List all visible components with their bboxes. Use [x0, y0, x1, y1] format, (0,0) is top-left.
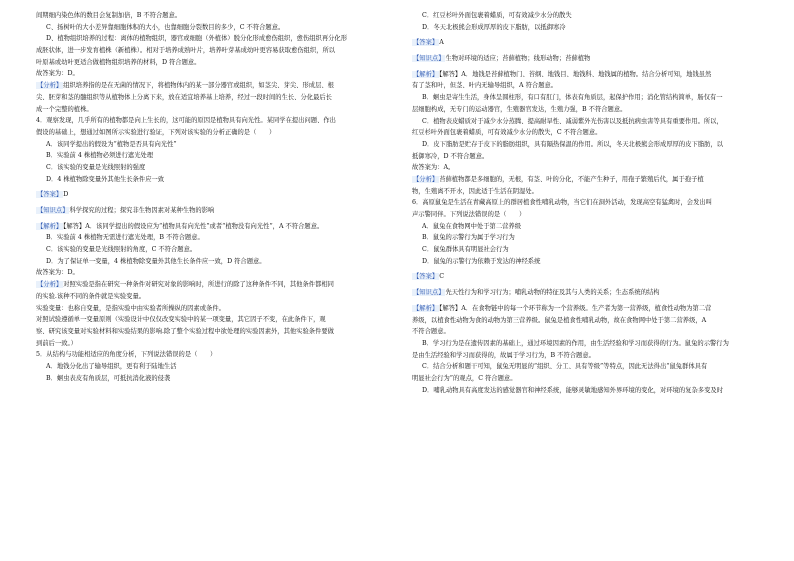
right-column-line: 不符合题意。 — [412, 328, 450, 336]
right-column-line: D．鼠兔的示警行为依赖于发达的神经系统 — [422, 257, 541, 265]
left-column-line: 成一个完整的植株。 — [36, 105, 93, 113]
left-column-line: 【答案】D — [37, 191, 69, 199]
section-tag: 【知识点】 — [413, 289, 445, 297]
right-column-line: 有了茎和叶，但茎、叶内无输导组织，A 符合题意。 — [412, 82, 558, 90]
section-tag: 【解析】 — [413, 304, 439, 312]
right-column-line: 红豆杉叶外面包裹着蜡质，可有效减少水分的散失，C 不符合题意。 — [412, 129, 602, 137]
right-column-line: 明显社会行为”的观点，C 符合题意。 — [412, 374, 517, 382]
left-column-line: D、植物组织培养的过程：离体的植物组织，器官或细胞（外植体）脱分化形成愈伤组织，愈伤组织再分化形 — [46, 35, 348, 43]
section-tag: 【分析】 — [413, 175, 439, 183]
section-tag: 【解析】 — [413, 70, 439, 78]
right-column-line: D．冬天北极熊会形成厚厚的皮下脂肪，以抵御寒冷 — [422, 23, 566, 31]
left-column-line: 对照试验遵循单一变量原则（实验设计中仅仅改变实验中的某一项变量，其它因子不变，在此条件下，观 — [36, 316, 326, 324]
right-column-line: 【答案】A — [413, 39, 444, 47]
left-column-line: 间期细内染色体的数目会复制加倍，B 不符合题意。 — [36, 12, 182, 19]
left-column-line: 假设的基础上，想通过如图所示实验进行验证，下列对该实验的分析正确的是（ ） — [36, 128, 276, 136]
left-column-line: 故答案为：D。 — [36, 70, 79, 78]
left-column-line: D．为了保证单一变量，4 株植物除变量外其他生长条件应一致，D 符合题意。 — [46, 257, 266, 265]
right-column-line: B．鼠兔的示警行为属于学习行为 — [422, 234, 515, 242]
left-column-line: D．4 株植物除变量外其他生长条件应一致 — [46, 175, 165, 183]
left-column-line: B．蛔虫表皮有角质层，可抵抗消化液的侵袭 — [46, 374, 171, 382]
right-column-line: 【知识点】先天性行为和学习行为；哺乳动物的特征及其与人类的关系；生态系统的结构 — [413, 289, 660, 297]
right-column-line: 是由生活经验和学习而获得的，故属于学习行为，B 不符合题意。 — [412, 351, 595, 359]
left-column-line: 尖、胚芽和茎的髓组织等从植物体上分离下来，放在适宜培养基上培养，经过一段时间的生长、分化最后长 — [36, 93, 332, 101]
right-column — [412, 10, 758, 396]
right-column-line: B．蛔虫是寄生生活，身体呈圆柱形，有口有肛门，体表有角质层，起保护作用；消化管结构简单，肠仅有一 — [422, 94, 723, 102]
left-column-line: A．地钱分化出了输导组织，更有利于陆地生活 — [46, 362, 177, 370]
right-column-line: C．红豆杉叶外面包裹着蜡质，可有效减少水分的散失 — [422, 12, 572, 19]
left-column-line: 叶原基或幼叶更适合做植物组织培养的材料，D 符合题意。 — [36, 58, 201, 66]
left-column-line: 成胚状体，进一步发育植株（新植株）。相对于培养成熟叶片，培养叶芽基成幼叶更容易获取愈伤组织，所以 — [36, 47, 336, 55]
right-column-line: 抵御寒冷，D 不符合题意。 — [412, 152, 489, 160]
left-column-line: C．该实验的变量是光线照射的强度 — [46, 163, 146, 171]
right-column-line: 【知识点】生物对环境的适应；苔藓植物；线形动物；苔藓植物 — [413, 55, 591, 63]
section-tag: 【知识点】 — [37, 207, 69, 214]
left-column-line: C．该实验的变量是光线照射的角度，C 不符合题意。 — [46, 246, 197, 254]
right-column-line: 【答案】C — [413, 273, 445, 281]
left-column-line: 4．观察发现，几乎所有的植物都是向上生长的，这可能的原因是植物具有向光性。某同学在提出问题、作出 — [36, 117, 336, 125]
left-column-line: 察、研究该变量对实验材料和实验结果的影响.除了整个实验过程中欲处理的实验因素外，其他实验条件要做 — [36, 327, 334, 335]
section-tag: 【答案】 — [37, 191, 63, 199]
section-tag: 【知识点】 — [413, 55, 445, 63]
left-column-line: 5．从结构与功能相适应的角度分析，下列说法错误的是（ ） — [36, 351, 217, 359]
left-column — [36, 10, 376, 384]
left-column-line: 【分析】对照实验是指在研究一种条件对研究对象的影响时，所进行的除了这种条件不同，其他条件都相同 — [37, 281, 334, 289]
right-column-line: 养级，以植食性动物为食的动物为第三营养级。鼠兔是植食性哺乳动物，故在食物网中处于第二营养级，A — [412, 316, 707, 324]
right-column-line: 【解析】【解答】A．地钱是苔藓植物门、苔纲、地钱目、地钱科、地钱属的植物。结合分析可知，地钱虽然 — [413, 70, 712, 78]
left-column-line: B．实验前 4 株植物无需进行遮光处理，B 不符合题意。 — [46, 234, 204, 242]
section-tag: 【答案】 — [413, 273, 439, 281]
section-tag: 【分析】 — [37, 281, 63, 289]
left-column-line: 的实验.该种不同的条件就是实验变量。 — [36, 292, 146, 300]
right-column-line: C．鼠兔群体具有明显社会行为 — [422, 246, 509, 254]
left-column-line: C、扬树叶的大小差异靠细胞体积的大小，也靠细胞分裂数目的多少，C 不符合题意。 — [46, 23, 285, 31]
right-column-line: C．结合分析和题干可知，鼠兔无明显的“组织、分工、具有等级”等特点，因此无法得出“鼠兔群体具有 — [422, 363, 708, 371]
right-column-line: B．学习行为是在遗传因素的基础上，通过环境因素的作用，由生活经验和学习而获得的行为。鼠兔的示警行为 — [422, 339, 729, 347]
left-column-line: 到前后一致。） — [36, 339, 77, 347]
right-column-line: 声示警同伴。下列说法错误的是（ ） — [412, 211, 526, 218]
left-column-line: 实验变量：也称自变量，是指实验中由实验者所操纵的因素或条件。 — [36, 304, 225, 312]
section-tag: 【解析】 — [37, 222, 63, 230]
right-column-line: 层细胞构成，无专门的运动器官，生殖器官发达，生殖力强，B 不符合题意。 — [412, 105, 627, 113]
right-column-line: 物，生殖离不开水，因此适于生活在阴湿处。 — [412, 187, 538, 195]
right-column-line: D．皮下脂肪是贮存于皮下的脂肪组织，具有隔热保温的作用。所以，冬天北极熊会形成厚厚的皮下脂肪，以 — [422, 140, 724, 148]
left-column-line: A．该同学提出的假设为“植物是否具有向光性” — [46, 140, 177, 148]
left-column-line: 【解析】【解答】A．该同学提出的假设应为“植物具有向光性”或者“植物没有向光性”，A 不符合题意。 — [37, 222, 324, 230]
left-column-line: 【知识点】科学探究的过程；探究非生物因素对某种生物的影响 — [37, 207, 215, 214]
right-column-line: D．哺乳动物具有高度发达的感觉器官和神经系统，能够灵敏地感知外界环境的变化，对环境的复杂多变及时 — [422, 386, 724, 394]
left-column-line: 故答案为：D。 — [36, 269, 79, 277]
right-column-line: 6．高原鼠兔是生活在青藏高原上的群居植食性哺乳动物，当它们在洞外活动，发现高空有猛禽时，会发出叫 — [412, 199, 712, 207]
right-column-line: C．植物表皮蜡质对于减少水分蒸腾、提高耐旱性、减弱紫外光伤害以及抵抗病虫害等具有重要作用。所以， — [422, 117, 723, 125]
right-column-line: 【解析】【解答】A．在食物链中的每一个环节称为一个营养级。生产者为第一营养级，植食性动物为第二营 — [413, 304, 712, 312]
left-column-line: 【分析】组织培养指的是在无菌的情况下，将植物体内的某一部分器官或组织，如茎尖、芽尖、形成层、根 — [37, 82, 334, 90]
left-column-line: B．实验前 4 株植物必须进行遮光处理 — [46, 152, 154, 160]
right-column-line: 故答案为：A。 — [412, 164, 455, 172]
right-column-line: 【分析】苔藓植物都是多细胞的，无根，有茎、叶的分化，不能产生种子，用孢子繁殖后代，属于孢子植 — [413, 175, 704, 183]
right-column-line: A．鼠兔在食物网中处于第二营养级 — [422, 222, 522, 230]
section-tag: 【分析】 — [37, 82, 63, 90]
section-tag: 【答案】 — [413, 39, 439, 47]
